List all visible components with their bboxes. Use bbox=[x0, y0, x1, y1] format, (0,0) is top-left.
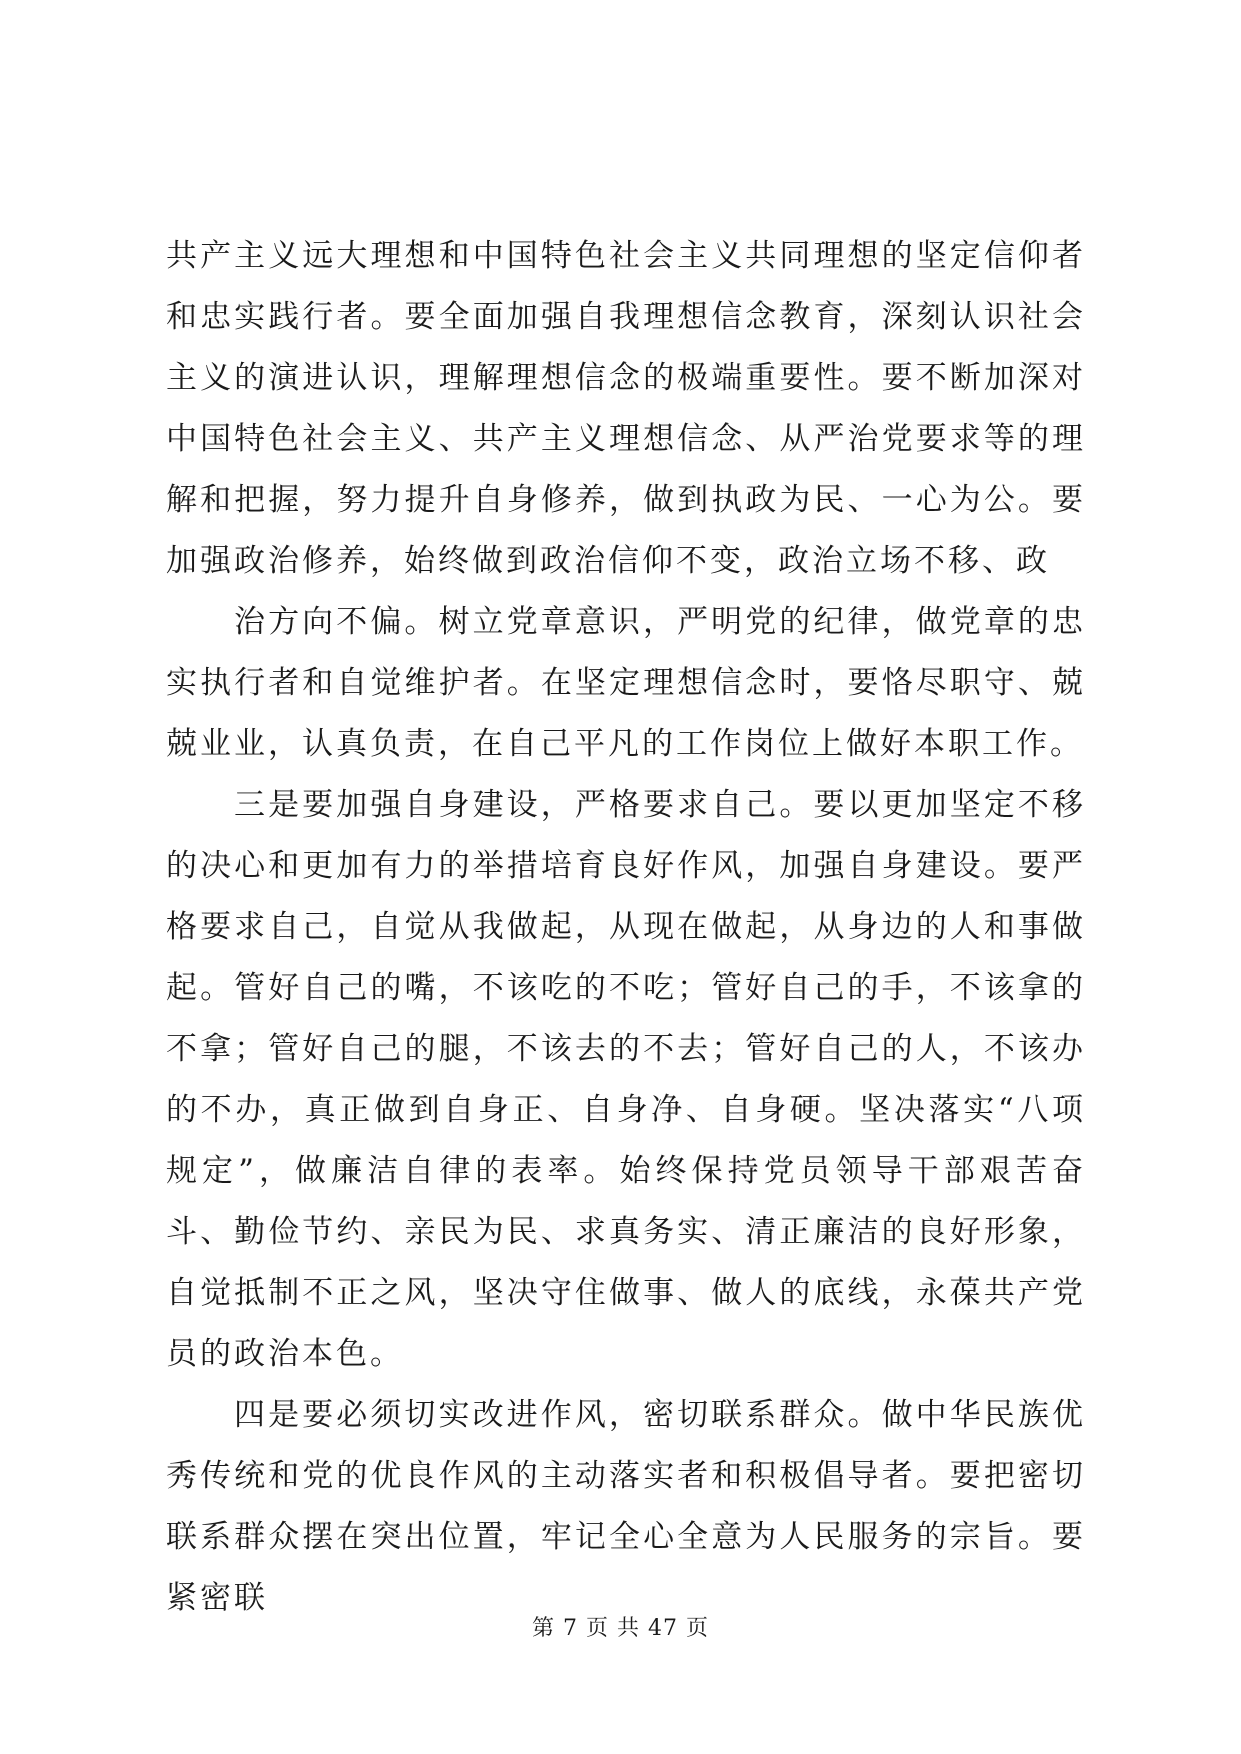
paragraph-1: 共产主义远大理想和中国特色社会主义共同理想的坚定信仰者和忠实践行者。要全面加强自我理想信念教育，深刻认识社会主义的演进认识，理解理想信念的极端重要性。要不断加深对中国特色社会主义、共产主义理想信念、从严治党要求等的理解和把握，努力提升自身修养，做到执政为民、一心为公。要加强政治修养，始终做到政治信仰不变，政治立场不移、政 bbox=[166, 238, 1086, 579]
paragraph-2: 治方向不偏。树立党章意识，严明党的纪律，做党章的忠实执行者和自觉维护者。在坚定理想信念时，要恪尽职守、兢兢业业，认真负责，在自己平凡的工作岗位上做好本职工作。 bbox=[166, 604, 1086, 762]
page-number-footer: 第 7 页 共 47 页 bbox=[532, 1616, 709, 1641]
document-body bbox=[166, 226, 1086, 1629]
paragraph-3: 三是要加强自身建设，严格要求自己。要以更加坚定不移的决心和更加有力的举措培育良好作风，加强自身建设。要严格要求自己，自觉从我做起，从现在做起，从身边的人和事做起。管好自己的嘴，不该吃的不吃；管好自己的手，不该拿的不拿；管好自己的腿，不该去的不去；管好自己的人，不该办的不办，真正做到自身正、自身净、自身硬。坚决落实“八项规定”，做廉洁自律的表率。始终保持党员领导干部艰苦奋斗、勤俭节约、亲民为民、求真务实、清正廉洁的良好形象，自觉抵制不正之风，坚决守住做事、做人的底线，永葆共产党员的政治本色。 bbox=[166, 787, 1086, 1372]
paragraph-4: 四是要必须切实改进作风，密切联系群众。做中华民族优秀传统和党的优良作风的主动落实者和积极倡导者。要把密切联系群众摆在突出位置，牢记全心全意为人民服务的宗旨。要紧密联 bbox=[166, 1397, 1086, 1616]
